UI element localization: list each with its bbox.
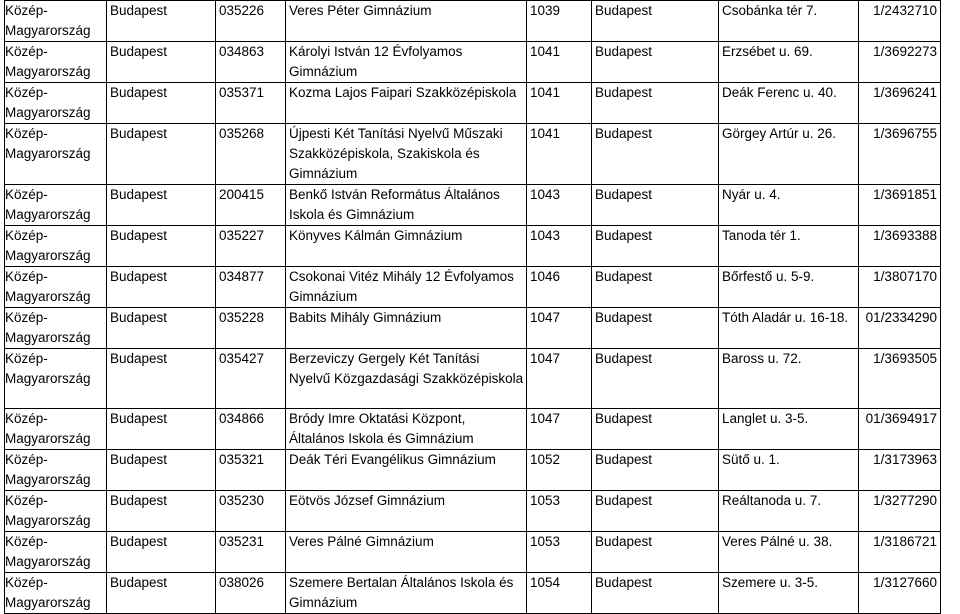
address-city-cell: Budapest — [592, 1, 719, 42]
street-address-cell: Bőrfestő u. 5-9. — [719, 267, 859, 308]
city-cell: Budapest — [107, 491, 216, 532]
om-code-cell: 200415 — [216, 185, 286, 226]
school-name-cell: Berzeviczy Gergely Két Tanítási Nyelvű Közgazdasági Szakközépiskola — [286, 349, 527, 409]
zip-cell: 1041 — [527, 83, 592, 124]
om-code-cell: 034866 — [216, 409, 286, 450]
table-body — [5, 1, 941, 614]
region-cell: Közép-Magyarország — [5, 409, 107, 450]
table-row — [5, 491, 941, 532]
school-name-cell: Benkő István Református Általános Iskola és Gimnázium — [286, 185, 527, 226]
address-city-cell: Budapest — [592, 409, 719, 450]
school-name-cell: Babits Mihály Gimnázium — [286, 308, 527, 349]
city-cell: Budapest — [107, 124, 216, 185]
zip-cell: 1039 — [527, 1, 592, 42]
address-city-cell: Budapest — [592, 491, 719, 532]
address-city-cell: Budapest — [592, 349, 719, 409]
phone-cell: 1/3696755 — [859, 124, 941, 185]
address-city-cell: Budapest — [592, 185, 719, 226]
street-address-cell: Sütő u. 1. — [719, 450, 859, 491]
om-code-cell: 035321 — [216, 450, 286, 491]
city-cell: Budapest — [107, 409, 216, 450]
om-code-cell: 035230 — [216, 491, 286, 532]
school-name-cell: Szemere Bertalan Általános Iskola és Gimnázium — [286, 573, 527, 614]
zip-cell: 1041 — [527, 124, 592, 185]
table-row — [5, 267, 941, 308]
phone-cell: 1/3691851 — [859, 185, 941, 226]
zip-cell: 1041 — [527, 42, 592, 83]
om-code-cell: 035228 — [216, 308, 286, 349]
address-city-cell: Budapest — [592, 450, 719, 491]
city-cell: Budapest — [107, 573, 216, 614]
region-cell: Közép-Magyarország — [5, 349, 107, 409]
address-city-cell: Budapest — [592, 42, 719, 83]
region-cell: Közép-Magyarország — [5, 226, 107, 267]
street-address-cell: Csobánka tér 7. — [719, 1, 859, 42]
school-name-cell: Bródy Imre Oktatási Központ, Általános Iskola és Gimnázium — [286, 409, 527, 450]
phone-cell: 1/3127660 — [859, 573, 941, 614]
city-cell: Budapest — [107, 42, 216, 83]
table-row — [5, 308, 941, 349]
zip-cell: 1047 — [527, 308, 592, 349]
street-address-cell: Reáltanoda u. 7. — [719, 491, 859, 532]
street-address-cell: Tóth Aladár u. 16-18. — [719, 308, 859, 349]
street-address-cell: Nyár u. 4. — [719, 185, 859, 226]
address-city-cell: Budapest — [592, 267, 719, 308]
table-row — [5, 185, 941, 226]
city-cell: Budapest — [107, 226, 216, 267]
phone-cell: 01/3694917 — [859, 409, 941, 450]
city-cell: Budapest — [107, 450, 216, 491]
table-row — [5, 573, 941, 614]
school-name-cell: Kozma Lajos Faipari Szakközépiskola — [286, 83, 527, 124]
street-address-cell: Veres Pálné u. 38. — [719, 532, 859, 573]
table-row — [5, 124, 941, 185]
street-address-cell: Szemere u. 3-5. — [719, 573, 859, 614]
phone-cell: 1/3807170 — [859, 267, 941, 308]
table-row — [5, 226, 941, 267]
city-cell: Budapest — [107, 532, 216, 573]
school-name-cell: Deák Téri Evangélikus Gimnázium — [286, 450, 527, 491]
phone-cell: 1/3173963 — [859, 450, 941, 491]
table-row — [5, 532, 941, 573]
zip-cell: 1046 — [527, 267, 592, 308]
phone-cell: 1/2432710 — [859, 1, 941, 42]
table-row — [5, 349, 941, 409]
school-name-cell: Veres Pálné Gimnázium — [286, 532, 527, 573]
region-cell: Közép-Magyarország — [5, 491, 107, 532]
region-cell: Közép-Magyarország — [5, 308, 107, 349]
street-address-cell: Görgey Artúr u. 26. — [719, 124, 859, 185]
phone-cell: 01/2334290 — [859, 308, 941, 349]
region-cell: Közép-Magyarország — [5, 185, 107, 226]
region-cell: Közép-Magyarország — [5, 573, 107, 614]
zip-cell: 1053 — [527, 532, 592, 573]
city-cell: Budapest — [107, 267, 216, 308]
address-city-cell: Budapest — [592, 308, 719, 349]
om-code-cell: 035268 — [216, 124, 286, 185]
zip-cell: 1054 — [527, 573, 592, 614]
table-row — [5, 409, 941, 450]
street-address-cell: Deák Ferenc u. 40. — [719, 83, 859, 124]
school-name-cell: Csokonai Vitéz Mihály 12 Évfolyamos Gimnázium — [286, 267, 527, 308]
table-row — [5, 42, 941, 83]
region-cell: Közép-Magyarország — [5, 267, 107, 308]
region-cell: Közép-Magyarország — [5, 124, 107, 185]
table-row — [5, 83, 941, 124]
city-cell: Budapest — [107, 308, 216, 349]
table-row — [5, 450, 941, 491]
om-code-cell: 035226 — [216, 1, 286, 42]
region-cell: Közép-Magyarország — [5, 42, 107, 83]
address-city-cell: Budapest — [592, 532, 719, 573]
phone-cell: 1/3696241 — [859, 83, 941, 124]
zip-cell: 1047 — [527, 349, 592, 409]
address-city-cell: Budapest — [592, 124, 719, 185]
om-code-cell: 035371 — [216, 83, 286, 124]
school-name-cell: Károlyi István 12 Évfolyamos Gimnázium — [286, 42, 527, 83]
phone-cell: 1/3277290 — [859, 491, 941, 532]
street-address-cell: Tanoda tér 1. — [719, 226, 859, 267]
city-cell: Budapest — [107, 349, 216, 409]
phone-cell: 1/3693388 — [859, 226, 941, 267]
region-cell: Közép-Magyarország — [5, 532, 107, 573]
school-table — [4, 0, 941, 614]
om-code-cell: 035427 — [216, 349, 286, 409]
om-code-cell: 034863 — [216, 42, 286, 83]
region-cell: Közép-Magyarország — [5, 450, 107, 491]
phone-cell: 1/3186721 — [859, 532, 941, 573]
om-code-cell: 038026 — [216, 573, 286, 614]
address-city-cell: Budapest — [592, 83, 719, 124]
region-cell: Közép-Magyarország — [5, 83, 107, 124]
city-cell: Budapest — [107, 1, 216, 42]
address-city-cell: Budapest — [592, 573, 719, 614]
phone-cell: 1/3692273 — [859, 42, 941, 83]
om-code-cell: 034877 — [216, 267, 286, 308]
zip-cell: 1043 — [527, 185, 592, 226]
street-address-cell: Langlet u. 3-5. — [719, 409, 859, 450]
city-cell: Budapest — [107, 83, 216, 124]
school-name-cell: Veres Péter Gimnázium — [286, 1, 527, 42]
street-address-cell: Baross u. 72. — [719, 349, 859, 409]
table-row — [5, 1, 941, 42]
zip-cell: 1053 — [527, 491, 592, 532]
school-name-cell: Könyves Kálmán Gimnázium — [286, 226, 527, 267]
school-name-cell: Újpesti Két Tanítási Nyelvű Műszaki Szakközépiskola, Szakiskola és Gimnázium — [286, 124, 527, 185]
zip-cell: 1047 — [527, 409, 592, 450]
om-code-cell: 035227 — [216, 226, 286, 267]
school-name-cell: Eötvös József Gimnázium — [286, 491, 527, 532]
address-city-cell: Budapest — [592, 226, 719, 267]
phone-cell: 1/3693505 — [859, 349, 941, 409]
om-code-cell: 035231 — [216, 532, 286, 573]
zip-cell: 1052 — [527, 450, 592, 491]
region-cell: Közép-Magyarország — [5, 1, 107, 42]
zip-cell: 1043 — [527, 226, 592, 267]
city-cell: Budapest — [107, 185, 216, 226]
street-address-cell: Erzsébet u. 69. — [719, 42, 859, 83]
